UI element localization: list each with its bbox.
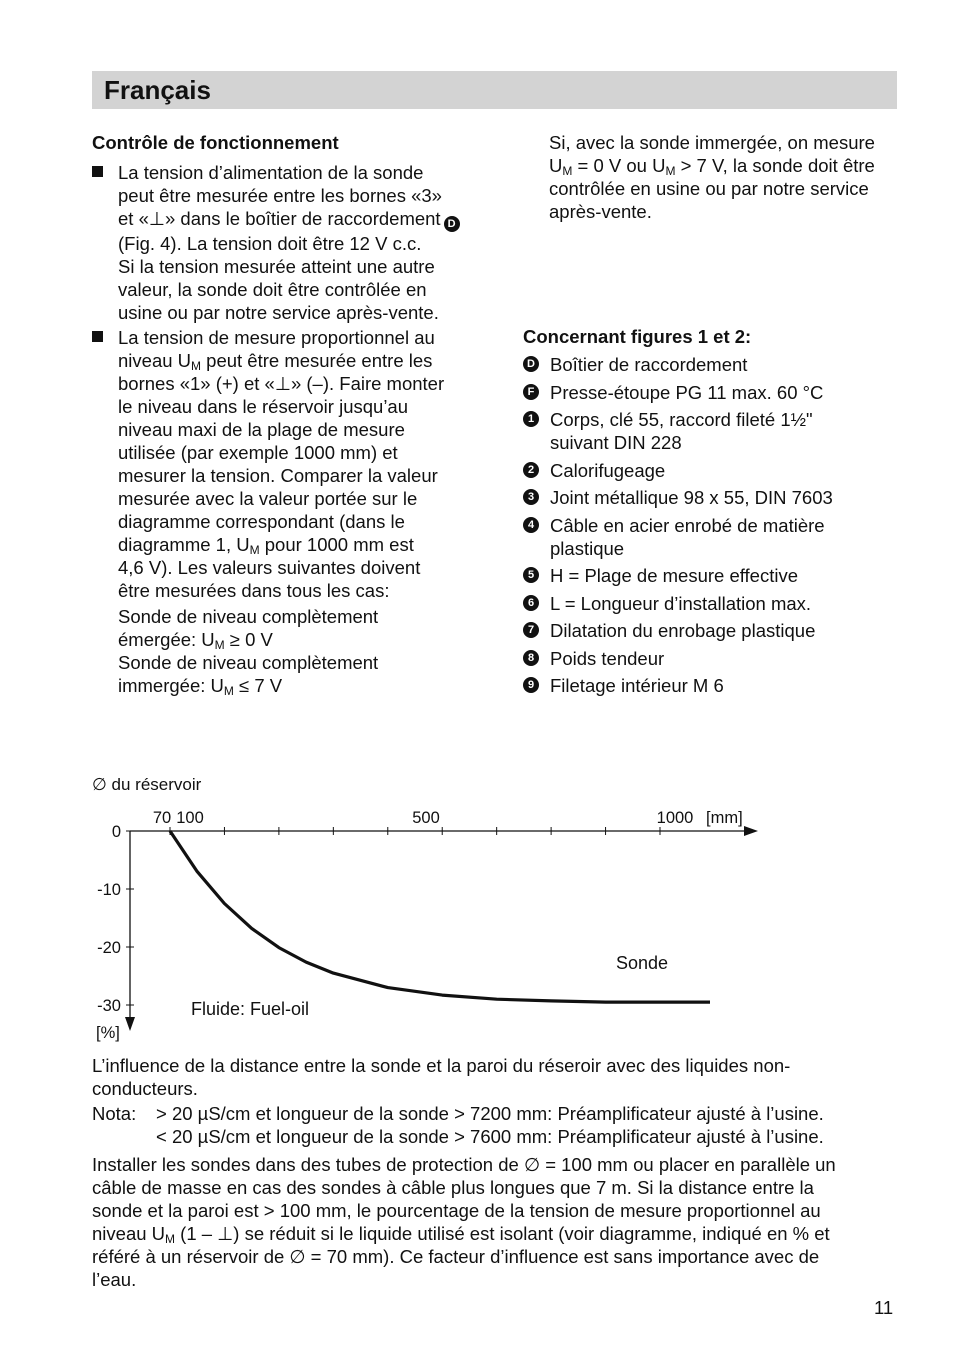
legend-item (523, 459, 903, 482)
legend-text (550, 486, 903, 509)
legend-text (550, 647, 903, 670)
y-axis-arrow-icon (125, 1017, 135, 1031)
legend-item (523, 381, 903, 404)
text-line: diagramme correspondant (dans le (118, 511, 405, 532)
sonde-curve (170, 831, 660, 1002)
text-line: usine ou par notre service après-vente. (118, 302, 439, 323)
nota-label: Nota: (92, 1103, 137, 1124)
x-tick-label: 70 (152, 809, 172, 827)
legend-item (523, 353, 903, 376)
legend-text (550, 459, 903, 482)
installation-paragraph (92, 1153, 897, 1291)
text-line: L = Longueur d’installation max. (550, 592, 812, 614)
legend-item (523, 674, 903, 697)
text-line: référé à un réservoir de ∅ = 70 mm). Ce facteur d’influence est sans importance avec de (92, 1246, 820, 1267)
text-line: Calorifugeage (550, 459, 666, 481)
legend-text (550, 381, 903, 404)
text-line: 4,6 V). Les valeurs suivantes doivent (118, 557, 421, 578)
nota-text (156, 1102, 896, 1148)
section-header (92, 71, 897, 109)
legend-text (550, 514, 903, 560)
number-badge-icon: 2 (523, 462, 539, 478)
text-line: La tension d’alimentation de la sonde (118, 162, 424, 183)
legend-item (523, 514, 903, 560)
chart-caption (92, 1054, 892, 1100)
text-line: bornes «1» (+) et «⊥» (–). Faire monter (118, 373, 445, 394)
legend-item (523, 408, 903, 454)
x-axis-unit: [mm] (706, 809, 743, 827)
text-line: Filetage intérieur M 6 (550, 675, 724, 696)
text-line: peut être mesurée entre les bornes «3» (118, 185, 442, 206)
language-title: Français (104, 75, 211, 105)
series-label: Sonde (616, 953, 669, 973)
text-line: Sonde de niveau complètement (118, 606, 379, 627)
x-tick-label: 100 (176, 809, 204, 827)
text-line: diagramme 1, $U_M$ pour 1000 mm est (118, 534, 414, 557)
text-line: H = Plage de mesure effective (550, 565, 799, 586)
y-axis-unit: [%] (96, 1024, 120, 1042)
bullet-item-1 (92, 161, 492, 324)
text-line: conducteurs. (92, 1078, 198, 1099)
number-badge-icon: 4 (523, 517, 539, 533)
legend-item (523, 647, 903, 670)
number-badge-icon: 3 (523, 489, 539, 505)
text-line: $U_M = 0$ V ou $U_M > 7$ V, la sonde doit être (549, 155, 875, 178)
number-badge-icon: 6 (523, 595, 539, 611)
text-line: niveau $U_M$ (1 – ⊥) se réduit si le liquide utilisé est isolant (voir diagramme, indiqué en % et (92, 1223, 830, 1246)
text-line: mesurée avec la valeur portée sur le (118, 488, 418, 509)
text-line: utilisée (par exemple 1000 mm) et (118, 442, 398, 463)
y-tick-label: -20 (97, 939, 121, 957)
section-heading: Contrôle de fonctionnement (92, 132, 339, 153)
page-number: 11 (874, 1297, 894, 1318)
legend-item (523, 619, 903, 642)
legend-text (550, 674, 903, 697)
text-line: niveau $U_M$ peut être mesurée entre les (118, 350, 433, 373)
text-line: (Fig. 4). La tension doit être 12 V c.c. (118, 233, 422, 254)
y-tick-label: 0 (111, 823, 121, 841)
legend-heading: Concernant figures 1 et 2: (523, 326, 752, 347)
text-line: < 20 µS/cm et longueur de la sonde > 7600 mm: Préamplificateur ajusté à l’usine. (156, 1126, 824, 1147)
x-tick-label: 1000 (656, 809, 694, 827)
text-line: émergée: $U_M \ge 0$ V (118, 629, 273, 652)
number-badge-icon: 5 (523, 567, 539, 583)
text-line: L’influence de la distance entre la sonde et la paroi du réseroir avec des liquides non- (92, 1055, 791, 1076)
legend-text (550, 353, 903, 376)
condition-block (118, 605, 378, 697)
text-line: Dilatation du enrobage plastique (550, 620, 816, 641)
chart-title: ∅ du réservoir (92, 775, 202, 794)
x-tick-label: 500 (412, 809, 440, 827)
text-line: l’eau. (92, 1269, 137, 1290)
text-line: le niveau dans le réservoir jusqu’au (118, 396, 409, 417)
square-bullet-icon (92, 331, 103, 342)
text-line: mesurer la tension. Comparer la valeur (118, 465, 438, 486)
number-badge-icon: 7 (523, 622, 539, 638)
legend-text (550, 408, 903, 454)
text-line: sonde et la paroi est > 100 mm, le pourcentage de la tension de mesure proportionnel au (92, 1200, 821, 1221)
text-line: La tension de mesure proportionnel au (118, 327, 435, 348)
text-line: Joint métallique 98 x 55, DIN 7603 (550, 487, 833, 508)
bullet-item-2 (92, 326, 492, 602)
text-line: Si la tension mesurée atteint une autre (118, 256, 435, 277)
legend-item (523, 564, 903, 587)
legend-text (550, 564, 903, 587)
number-badge-icon: D (523, 356, 539, 372)
y-tick-label: -30 (97, 997, 121, 1015)
text-line: Corps, clé 55, raccord fileté 1½" (550, 409, 813, 430)
number-badge-icon: 1 (523, 411, 539, 427)
text-line: Câble en acier enrobé de matière (550, 514, 825, 536)
fluid-annotation: Fluide: Fuel-oil (191, 999, 310, 1019)
tank-diameter-chart (0, 795, 954, 1045)
text-line: Sonde de niveau complètement (118, 652, 379, 673)
text-line: Si, avec la sonde immergée, on mesure (549, 132, 875, 153)
text-line: et «⊥» dans le boîtier de raccordement D (118, 207, 492, 232)
text-line: Presse-étoupe PG 11 max. 60 °C (550, 381, 824, 403)
x-axis-arrow-icon (744, 826, 758, 836)
legend-item (523, 592, 903, 615)
text-line: plastique (550, 537, 625, 559)
text-line: > 20 µS/cm et longueur de la sonde > 7200 mm: Préamplificateur ajusté à l’usine. (156, 1103, 824, 1124)
legend-item (523, 486, 903, 509)
text-line: suivant DIN 228 (550, 432, 682, 453)
number-badge-icon: F (523, 384, 539, 400)
text-line: Poids tendeur (550, 647, 665, 669)
number-badge-icon: 8 (523, 650, 539, 666)
legend-text (550, 619, 903, 642)
text-line: être mesurées dans tous les cas: (118, 580, 390, 601)
text-line: Boîtier de raccordement (550, 354, 748, 375)
text-line: niveau maxi de la plage de mesure (118, 419, 405, 440)
text-line: valeur, la sonde doit être contrôlée en (118, 279, 427, 300)
number-badge-icon: 9 (523, 677, 539, 693)
legend-text (550, 592, 903, 615)
y-tick-label: -10 (97, 881, 121, 899)
text-line: après-vente. (549, 201, 652, 222)
text-line: contrôlée en usine ou par notre service (549, 178, 869, 199)
square-bullet-icon (92, 166, 103, 177)
text-line: câble de masse en cas des sondes à câble plus longues que 7 m. Si la distance entre la (92, 1177, 814, 1198)
text-line: Installer les sondes dans des tubes de protection de ∅ = 100 mm ou placer en parallèle un (92, 1154, 836, 1175)
text-line: immergée: $U_M \le 7$ V (118, 675, 283, 698)
badge-d-icon: D (444, 216, 460, 232)
right-paragraph (549, 131, 909, 223)
